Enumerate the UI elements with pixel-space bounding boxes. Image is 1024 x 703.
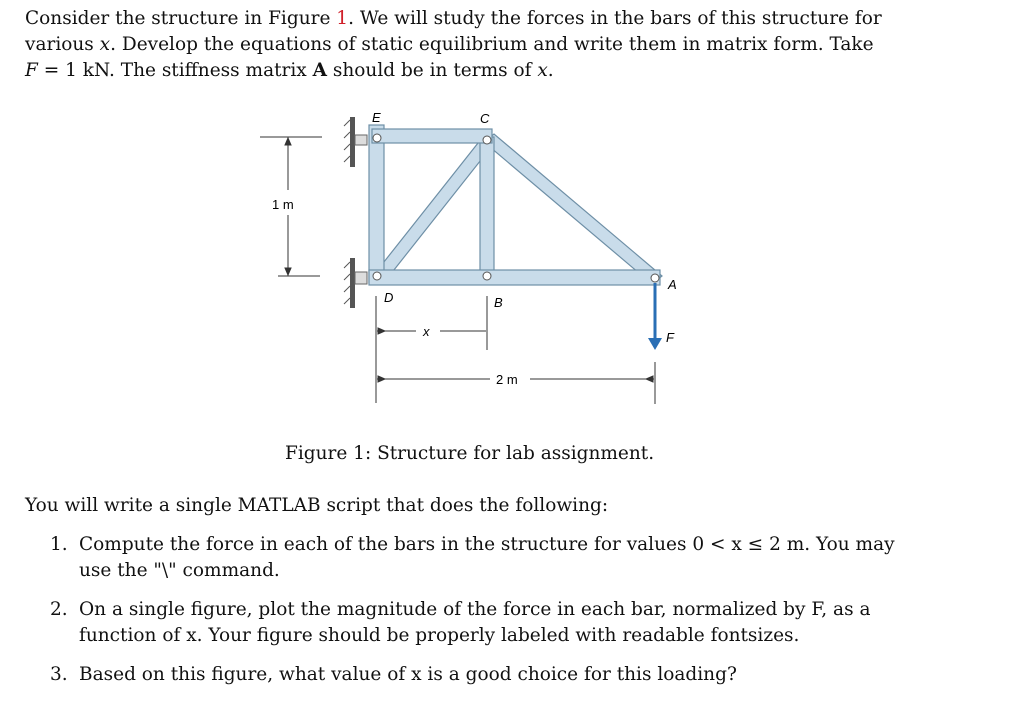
label-F: F [666, 330, 674, 345]
label-A: A [668, 277, 677, 292]
pin-A [651, 274, 659, 282]
list-item [50, 532, 950, 584]
figure-caption: Figure 1: Structure for lab assignment. [285, 443, 655, 464]
item-line: use the "\" command. [79, 560, 280, 581]
list-item [50, 597, 950, 649]
statement-line-1: Consider the structure in Figure 1. We will study the forces in the bars of this structure for [25, 8, 882, 29]
item-line: function of x. Your figure should be properly labeled with readable fontsizes. [79, 625, 800, 646]
member-ED [369, 125, 384, 283]
pin-B [483, 272, 491, 280]
task-list [50, 532, 950, 701]
statement-line-2: various x. Develop the equations of static equilibrium and write them in matrix form. Take [25, 34, 874, 55]
member-CB [480, 137, 494, 283]
label-E: E [372, 110, 381, 125]
pin-C [483, 136, 491, 144]
item-line: Based on this figure, what value of x is a good choice for this loading? [79, 664, 737, 685]
pin-E [373, 134, 381, 142]
statement-line-3: F = 1 kN. The stiffness matrix A should be in terms of x. [25, 60, 554, 81]
wall-support-top [344, 117, 367, 167]
label-C: C [480, 111, 490, 126]
label-height: 1 m [272, 197, 294, 212]
member-CA [484, 134, 662, 284]
item-line: Compute the force in each of the bars in the structure for values 0 < x ≤ 2 m. You may [79, 534, 895, 555]
member-DA [369, 270, 660, 285]
truss-members [369, 125, 662, 285]
load-arrow [648, 283, 662, 350]
member-EC [372, 129, 492, 143]
label-x: x [423, 324, 430, 339]
label-D: D [384, 290, 394, 305]
list-item [50, 662, 950, 688]
label-span: 2 m [496, 372, 518, 387]
item-number: 3. [50, 664, 68, 685]
item-number: 1. [50, 534, 68, 555]
task-intro: You will write a single MATLAB script that does the following: [25, 495, 609, 516]
item-number: 2. [50, 599, 68, 620]
wall-support-bottom [344, 258, 367, 308]
pin-D [373, 272, 381, 280]
figure-reference-link[interactable]: 1 [336, 8, 349, 29]
member-BE-diagonal [376, 138, 492, 280]
label-B: B [494, 295, 503, 310]
item-line: On a single figure, plot the magnitude of the force in each bar, normalized by F, as a [79, 599, 871, 620]
